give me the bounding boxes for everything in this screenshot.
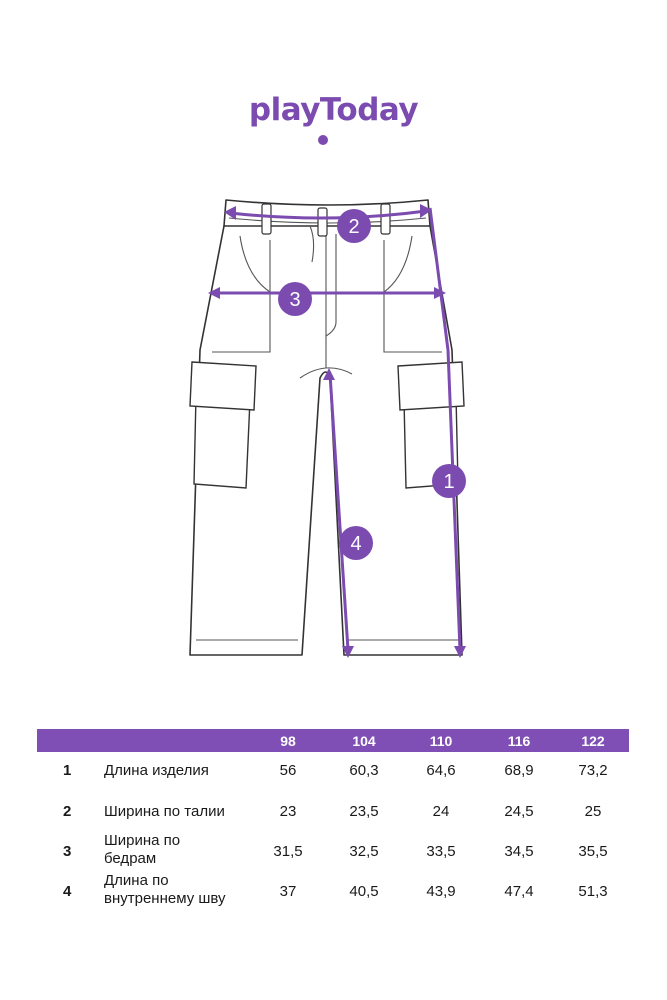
size-header: 98 (280, 733, 296, 749)
marker-1 (432, 464, 466, 498)
table-cell: 60,3 (349, 762, 379, 779)
table-cell: 43,9 (426, 883, 456, 900)
table-row (37, 870, 629, 910)
brand-logo: playToday (248, 92, 419, 128)
table-cell: 23,5 (349, 803, 379, 820)
table-cell: 68,9 (504, 762, 534, 779)
row-number: 2 (63, 803, 72, 820)
marker-2 (337, 209, 371, 243)
table-cell: 64,6 (426, 762, 456, 779)
table-cell: 32,5 (349, 843, 379, 860)
svg-text:2: 2 (348, 216, 360, 238)
marker-4 (339, 526, 373, 560)
table-cell: 31,5 (273, 843, 303, 860)
row-number: 3 (63, 843, 72, 860)
pants-sketch (0, 180, 667, 670)
table-cell: 37 (279, 883, 297, 900)
row-number: 1 (63, 762, 72, 779)
svg-text:4: 4 (350, 533, 362, 555)
table-cell: 25 (584, 803, 602, 820)
size-header: 104 (352, 733, 376, 749)
table-cell: 24 (432, 803, 450, 820)
table-cell: 34,5 (504, 843, 534, 860)
size-header: 110 (429, 733, 453, 749)
svg-text:1: 1 (443, 471, 455, 493)
size-table (37, 729, 629, 910)
table-cell: 56 (279, 762, 297, 779)
table-cell: 73,2 (578, 762, 608, 779)
table-cell: 40,5 (349, 883, 379, 900)
table-cell: 51,3 (578, 883, 608, 900)
logo-dot (318, 135, 328, 145)
cargo-pockets (190, 362, 464, 488)
table-cell: 33,5 (426, 843, 456, 860)
row-number: 4 (63, 883, 72, 900)
marker-3 (278, 282, 312, 316)
table-cell: 23 (279, 803, 297, 820)
table-row (37, 792, 629, 830)
table-cell: 47,4 (504, 883, 534, 900)
row-label: Длина по внутреннему шву (104, 872, 226, 907)
svg-text:3: 3 (289, 289, 301, 311)
size-header: 116 (507, 733, 531, 749)
size-header: 122 (581, 733, 605, 749)
row-label: Длина изделия (104, 762, 209, 779)
table-row (37, 752, 629, 792)
table-row (37, 830, 629, 870)
table-cell: 24,5 (504, 803, 534, 820)
row-label: Ширина по талии (104, 803, 225, 820)
size-table-header (37, 729, 629, 752)
table-cell: 35,5 (578, 843, 608, 860)
row-label: Ширина по бедрам (104, 832, 181, 867)
